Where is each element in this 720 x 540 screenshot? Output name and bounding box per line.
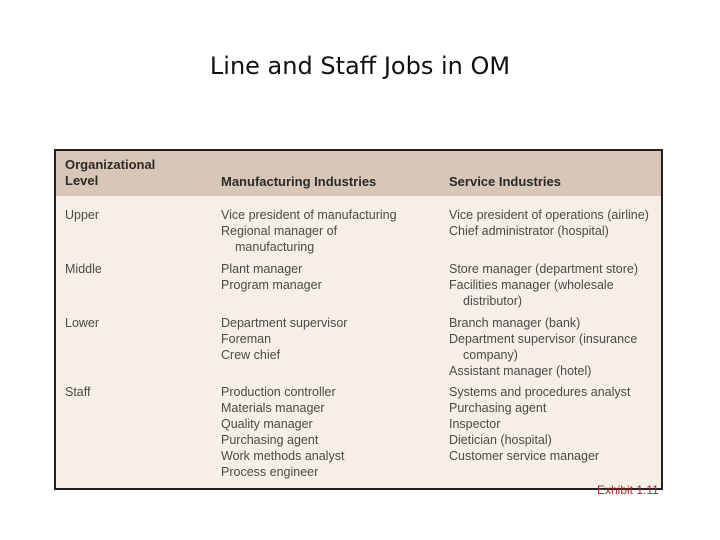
level-cell: Staff xyxy=(65,385,91,399)
job-title: Regional manager of xyxy=(221,224,338,238)
level-cell: Middle xyxy=(65,262,102,276)
header-level-line2: Level xyxy=(65,173,99,188)
job-title: manufacturing xyxy=(235,240,315,254)
job-title: Materials manager xyxy=(221,401,325,415)
job-title: Customer service manager xyxy=(449,449,600,463)
job-title: Vice president of manufacturing xyxy=(221,208,397,222)
header-manufacturing: Manufacturing Industries xyxy=(221,174,377,189)
exhibit-label: Exhibit 1.11 xyxy=(597,483,659,497)
job-title: Work methods analyst xyxy=(221,449,345,463)
job-title: distributor) xyxy=(463,294,523,308)
slide-title: Line and Staff Jobs in OM xyxy=(209,52,511,80)
job-title: Purchasing agent xyxy=(449,401,547,415)
job-title: Program manager xyxy=(221,278,322,292)
header-organizational-level xyxy=(65,157,155,189)
job-title: Foreman xyxy=(221,332,272,346)
table-header xyxy=(56,151,661,196)
job-title: Inspector xyxy=(449,417,501,431)
job-title: Quality manager xyxy=(221,417,313,431)
service-cell xyxy=(449,207,649,239)
job-title: Systems and procedures analyst xyxy=(449,385,631,399)
manufacturing-cell xyxy=(221,384,344,480)
header-level-line1: Organizational xyxy=(65,157,156,172)
jobs-table xyxy=(54,149,663,490)
service-cell xyxy=(449,261,638,309)
job-title: Dietician (hospital) xyxy=(449,433,552,447)
job-title: Chief administrator (hospital) xyxy=(449,224,609,238)
manufacturing-cell xyxy=(221,261,322,293)
job-title: Branch manager (bank) xyxy=(449,316,581,330)
job-title: Purchasing agent xyxy=(221,433,319,447)
job-title: Department supervisor (insurance xyxy=(449,332,638,346)
job-title: Plant manager xyxy=(221,262,303,276)
service-cell xyxy=(449,384,630,464)
job-title: Process engineer xyxy=(221,465,319,479)
level-cell: Upper xyxy=(65,208,100,222)
manufacturing-cell xyxy=(221,315,347,363)
job-title: Production controller xyxy=(221,385,336,399)
job-title: Crew chief xyxy=(221,348,281,362)
header-service: Service Industries xyxy=(449,174,561,189)
job-title: Facilities manager (wholesale xyxy=(449,278,614,292)
job-title: Store manager (department store) xyxy=(449,262,638,276)
level-cell: Lower xyxy=(65,316,100,330)
job-title: company) xyxy=(463,348,518,362)
manufacturing-cell xyxy=(221,207,397,255)
service-cell xyxy=(449,315,637,379)
job-title: Department supervisor xyxy=(221,316,348,330)
job-title: Vice president of operations (airline) xyxy=(449,208,649,222)
job-title: Assistant manager (hotel) xyxy=(449,364,592,378)
